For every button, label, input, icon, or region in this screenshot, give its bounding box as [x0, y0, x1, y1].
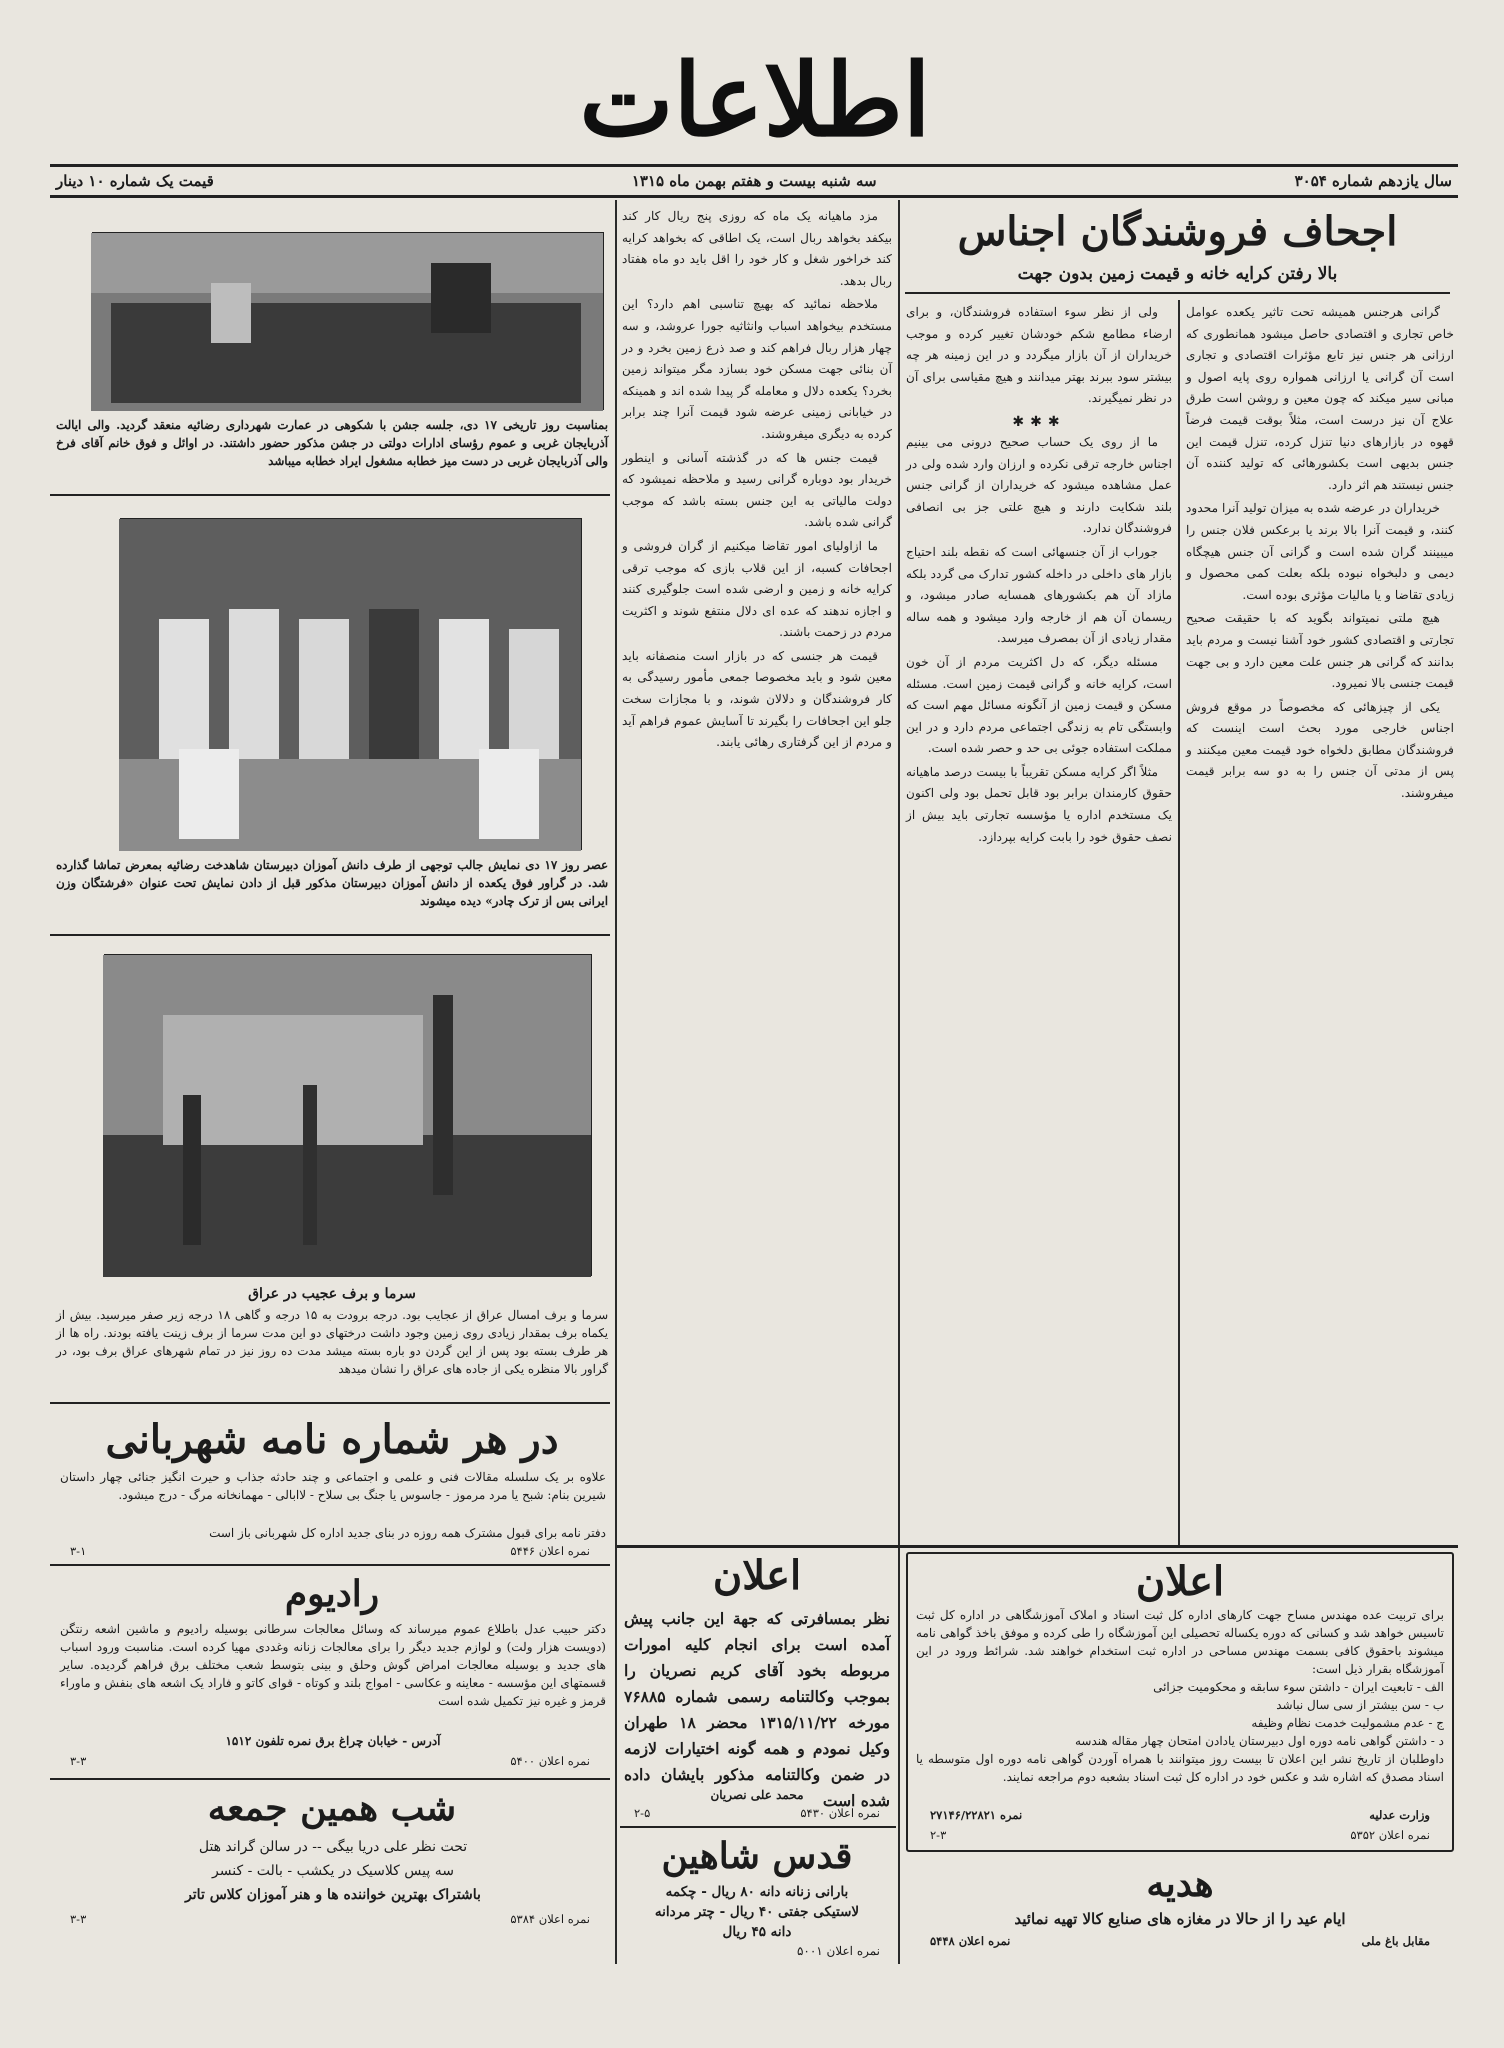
ad-elan2-body: برای تربیت عده مهندس مساح جهت کارهای اداره کل ثبت اسناد و املاک آموزشگاهی در اداره کل ثبت تاسیس خواهد شد و کسانی که دوره یکساله تحصیلی این آموزشگاه را طی کرده و موفق باخذ گواهی نامه میشوند باحقوق کافی بسمت مهندس مساحی در اداره ثبت استخدام خواهند شد. شرائط ورود در این آموزشگاه بقرار ذیل است: [916, 1608, 1444, 1676]
column-rule-2 [1178, 300, 1180, 1545]
ad-elan2-series: ۲-۳ [930, 1828, 947, 1842]
column-rule-1 [898, 200, 900, 1545]
ad-shab-line1: تحت نظر علی دریا بیگی -- در سالن گراند هتل [198, 1839, 468, 1855]
ad-elan2-tail: داوطلبان از تاریخ نشر این اعلان تا بیست روز میتوانند با همراه آوردن گواهی نامه دوره اول متوسطه یا اسناد مصدق که اشاره شد و عکس خود در اداره کل ثبت اسناد بشعبه دوم مراجعه نمایند. [916, 1752, 1444, 1784]
ad-elan1-series: ۲-۵ [634, 1806, 651, 1820]
ad-elan2-title: اعلان [1135, 1558, 1225, 1605]
article-paragraph: ولی از نظر سوء استفاده فروشندگان، و برای ارضاء مطامع شکم خودشان تغییر کرده و موجب خریداران از آن بازار میگردد و در این زمینه هر چه بیشتر سود ببرند بهتر میدانند و هیچ مقیاسی برای آن در نظر نمیگیرند. [906, 305, 1172, 406]
ad-radio-address: آدرس - خیابان چراغ برق نمره تلفون ۱۵۱۲ [225, 1734, 441, 1748]
article-paragraph: جوراب از آن جنسهائی است که نقطه بلند احتیاج بازار های داخلی در داخله کشور تدارک می گردد بلکه مازاد آن هم بکشورهای همسایه صادر میشود، و ریسمان آن هم از خارجه وارد میشود و همه ساله مقدار زیادی از آن بمصرف میرسد. [906, 544, 1172, 646]
ad-elan1-title: اعلان [712, 1552, 802, 1599]
article-paragraph: قیمت هر جنسی که در بازار است منصفانه باید معین شود و باید مخصوصا جمعی مأمور رسیدگی به کار فروشندگان و دلالان شوند، و با مجازات سخت جلو این اجحافات را بگیرند تا آسایش عموم فراهم آید و مردم از این گرفتاری رهائی یابند. [622, 648, 892, 750]
ad-elan2-ministry: وزارت عدلیه [1369, 1808, 1430, 1822]
photo-snow [104, 954, 592, 1276]
ad-rule-2 [50, 1778, 610, 1780]
ad-elan2-footer [930, 1826, 1430, 1844]
ad-radio-number: نمره اعلان ۵۴۰۰ [510, 1754, 590, 1768]
ad-shahrbani-footer [70, 1542, 590, 1560]
ad-shab-line3: باشتراک بهترین خواننده ها و هنر آموزان کلاس تاتر [185, 1887, 481, 1903]
ad-elan2-number: نمره اعلان ۵۳۵۲ [1350, 1828, 1430, 1842]
masthead-title: اطلاعات [579, 41, 931, 159]
article-column-3 [622, 206, 892, 1542]
article-paragraph: یکی از چیزهائی که مخصوصاً در موقع فروش اجناس خارجی مورد بحث است اینست که فروشندگان مطابق دلخواه خود قیمت معین میکنند و پس از مدتی آن جنس را به دو سه برابر قیمت میفروشند. [1186, 699, 1454, 801]
ad-elan1-signature: محمد علی نصریان [710, 1788, 804, 1802]
headline-rule [905, 292, 1450, 294]
article-paragraph: مثلاً اگر کرایه مسکن تقریباً با بیست درصد ماهیانه حقوق کارمندان برابر بود قابل تحمل بود ولی اکنون یک مستخدم اداره یا مؤسسه تجارتی باید بیش از نصف حقوق خود را بابت کرایه بپردازد. [906, 764, 1172, 844]
photo-students-caption: عصر روز ۱۷ دی نمایش جالب توجهی از طرف دانش آموزان دبیرستان شاهدخت رضائیه بمعرض تماشا گذارده شد. در گراور فوق یکعده از دانش آموزان دبیرستان مذکور قبل از دادن نمایش تحت عنوان «فرشتگان وزن ایرانی بس از ترک چادر» دیده میشوند [56, 858, 608, 908]
issue-number: سال یازدهم شماره ۳۰۵۴ [1294, 172, 1452, 190]
photo-students-image [119, 519, 581, 851]
article-paragraph: گرانی هرجنس همیشه تحت تاثیر یکعده عوامل خاص تجاری و اقتصادی حاصل میشود همانطوری که ارزانی هر جنس نیز تابع مؤثرات اقتصادی و تجاری است آن گرانی یا ارزانی همواره روی پایه اصول و مبانی سیر میکند که چون معین و روشن است طرق علاج آن نیز درست است، مثلاً بوقت قیمت فرضاً قهوه در بازارهای دنیا تنزل کرده، تنزل قیمت این جنس بدیهی است بکشورهائی که تولید کننده آن جنس نیستند هم اثر دارد. [1186, 305, 1454, 492]
ads-separator [615, 1545, 1458, 1548]
ad-elan2-phone: نمره ۲۷۱۴۶/۲۲۸۲۱ [930, 1808, 1023, 1822]
photo-rule-2 [50, 934, 610, 936]
ad-shab-series: ۳-۳ [70, 1912, 87, 1926]
ad-elan1-body: نظر بمسافرتی که جهة این جانب پیش آمده است برای انجام کلیه امورات مربوطه بخود آقای کریم نصریان را بموجب وکالتنامه رسمی شماره ۷۶۸۸۵ مورخه ۱۳۱۵/۱۱/۲۲ محضر ۱۸ طهران وکیل نمودم و همه گونه اختیارات لازمه در ضمن وکالتنامه مذکور بایشان داده شده است [624, 1609, 890, 1810]
photo-snow-image [103, 955, 591, 1277]
ad-hediyeh-address: مقابل باغ ملی [1361, 1934, 1430, 1948]
ad-rule-1 [50, 1564, 610, 1566]
ad-elan2-condition: د - داشتن گواهی نامه دوره اول دبیرستان یادادن امتحان چهار مقاله هندسه [1074, 1734, 1444, 1748]
article-paragraph: خریداران در عرضه شده به میزان تولید آنرا محدود کنند، و قیمت آنرا بالا برند یا برعکس فلان جنس را میبینند گران شده است و گرانی آن جنس هیچگاه دیمی و دلبخواه نبوده بلکه بعلت کمی محصول و زیادی تقاضا و یا مالیات مؤثری بوده است. [1186, 501, 1454, 602]
masthead-rule-bottom [50, 195, 1458, 198]
photo-ceremony-caption: بمناسبت روز تاریخی ۱۷ دی، جلسه جشن با شکوهی در عمارت شهرداری رضائیه منعقد گردید. والی ایالت آذربایجان غربی و عموم رؤسای ادارات دولتی در جشن مذکور حضور داشتند. در اوائل و فوق خانم آقای فرخ والی آذربایجان غربی در دست میز خطابه مشغول ایراد خطابه میباشد [56, 418, 608, 468]
photo-snow-caption: سرما و برف امسال عراق از عجایب بود. درجه برودت به ۱۵ درجه و گاهی ۱۸ درجه زیر صفر میرسید. بیش از یکماه برف بمقدار زیادی روی زمین وجود داشت درختهای دو این مدت سرما از برف زینت یافته بودند. راه ها از هر طرف بسته بود پس از این گردن دو باره بسته میشد مدت ده روز نیز در تمام شهرهای عراق برف بود، در گراور بالا منظره یکی از جاده های عراق را نشان میدهد [56, 1308, 608, 1376]
article-paragraph: هیچ ملتی نمیتواند بگوید که با حقیقت صحیح تجارتی و اقتصادی کشور خود آشنا نیست و مردم باید بدانند که گرانی هر جنس علت معین دارد و بی جهت قیمت جنسی بالا نمیرود. [1186, 611, 1454, 691]
ad-shab-footer [70, 1910, 590, 1928]
ad-elan1-footer [634, 1804, 880, 1822]
ad-shahrbani-note: دفتر نامه برای قبول مشترک همه روزه در بنای جدید اداره کل شهربانی باز است [209, 1526, 606, 1540]
article-column-1 [1186, 302, 1454, 1542]
ads-column-rule-1 [615, 1404, 617, 1964]
article-paragraph: ملاحظه نمائید که بهیچ تناسبی اهم دارد؟ این مستخدم بیخواهد اسباب وانثاثیه جورا عروشد، و سه چهار هزار ربال فراهم کند و صد ذرع زمین بخرد و در آن بنائی جهت مسکن خود بسازد مگر میتواند زمین بخرد؟ یکعده دلال و معامله گر پیدا شده اند و همینکه در خیابانی زمینی عرضه شود قیمت آنرا چند برابر کرده به دیگری میفروشند. [622, 297, 892, 441]
ad-rule-3 [620, 1826, 896, 1828]
ad-hediyeh-footer [930, 1932, 1430, 1952]
ad-radio-title: رادیوم [284, 1573, 380, 1615]
photo-rule-3 [50, 1402, 610, 1404]
article-paragraph: قیمت جنس ها که در گذشته آسانی و اینطور خریدار بود دوباره گرانی رسید و ملاحظه نمیشود که دولت مالیاتی به این جنس بسته باشد که موجب گرانی شده باشد. [622, 450, 892, 530]
ad-ghods-title: قدس شاهین [661, 1835, 853, 1877]
ad-shahrbani-title: در هر شماره نامه شهربانی [105, 1416, 559, 1463]
ad-shab-line2: سه پیس کلاسیک در یکشب - بالت - کنسر [212, 1863, 454, 1879]
ad-ghods-line2: لاستیکی جفتی ۴۰ ریال - چتر مردانه [654, 1904, 860, 1920]
ad-shahrbani-series: ۳-۱ [70, 1544, 87, 1558]
ad-radio-series: ۳-۳ [70, 1754, 87, 1768]
ad-hediyeh-body: ایام عید را از حالا در مغازه های صنایع کالا تهیه نمائید [1014, 1910, 1346, 1928]
masthead-rule-top [50, 164, 1458, 167]
photo-rule-1 [50, 494, 610, 496]
ad-shab-title: شب همین جمعه [207, 1787, 457, 1829]
ad-hediyeh-number: نمره اعلان ۵۴۴۸ [930, 1934, 1011, 1948]
article-column-2 [906, 302, 1172, 1542]
section-stars: ✱✱✱ [1012, 413, 1066, 430]
photo-ceremony [92, 232, 604, 410]
ad-elan2-conditions [916, 1678, 1444, 1750]
masthead-bar [50, 168, 1458, 194]
issue-date: سه شنبه بیست و هفتم بهمن ماه ۱۳۱۵ [631, 172, 877, 190]
ad-elan1-number: نمره اعلان ۵۴۳۰ [800, 1806, 880, 1820]
ad-elan2-condition: الف - تابعیت ایران - داشتن سوء سابقه و محکومیت جزائی [1153, 1680, 1444, 1694]
photo-snow-title: سرما و برف عجیب در عراق [248, 1286, 416, 1302]
ad-elan2-condition: ج - عدم مشمولیت خدمت نظام وظیفه [1251, 1716, 1444, 1730]
article-paragraph: مسئله دیگر، که دل اکثریت مردم از آن خون است، کرایه خانه و گرانی قیمت زمین است. مسئله مسکن و قیمت زمین از آنگونه مسائل مهم است که وابستگی تام به زندگی اجتماعی مردم دارد و در این مملکت استفاده جوئی بی حد و حصر شده است. [906, 654, 1172, 756]
ad-elan2-sign-row [930, 1806, 1430, 1824]
column-rule-3 [615, 200, 617, 1545]
photo-students [120, 518, 582, 850]
article-paragraph: ما از روی یک حساب صحیح درونی می بینیم اجناس خارجه ترقی نکرده و ارزان وارد شده ولی در عمل مشاهده میشود که خریداران از گرانی جنس بلند شکایت دارند و هیچ علتی جز بی انصافی فروشندگان ندارد. [906, 434, 1172, 536]
article-paragraph: مزد ماهیانه یک ماه که روزی پنج ریال کار کند بیکفد بخواهد ربال است، یک اطاقی که بخواهد کرایه کند خراخور شغل و کار خود را اقل باید دو ماه هفتاد ربال بدهد. [622, 209, 892, 288]
ad-radio-body: دکتر حبیب عدل باطلاع عموم میرساند که وسائل معالجات سرطانی بوسیله رادیوم و ماشین اشعه رنتگن (دویست هزار ولت) و لوازم جدید دیگر را برای معالجات زنانه وغددی مهیا کرده است. مناسبت ورود اسباب های جدید و بوسیله معالجات امراض گوش وحلق و بینی بتوسط شعب مختلف برق فراهم گردیده. سایر قسمتهای این مؤسسه - معاینه و عکاسی - امواج بلند و کوتاه - قوای کاتو و فاراد یک اشعه های بنفش و ماوراء قرمز و غیره نیز تکمیل شده است [60, 1622, 606, 1708]
article-paragraph: ما ازاولیای امور تقاضا میکنیم از گران فروشی و اجحافات کسبه، از این قلاب بازی که موجب ترقی کرایه خانه و زمین و ارضی شده است جلوگیری کنند و اجازه ندهند که عده ای دلال منتفع شوند و اکثریت مردم در زحمت باشند. [622, 538, 892, 640]
ad-hediyeh-title: هدیه [1146, 1863, 1214, 1905]
issue-price: قیمت یک شماره ۱۰ دینار [56, 172, 214, 190]
ad-elan2-condition: ب - سن بیشتر از سی سال نباشد [1276, 1698, 1444, 1712]
ads-column-rule-2 [898, 1548, 900, 1964]
photo-ceremony-image [91, 233, 603, 411]
ad-radio-footer [70, 1752, 590, 1770]
ad-shahrbani-number: نمره اعلان ۵۴۴۶ [510, 1544, 590, 1558]
ad-ghods-line1: بارانی زنانه دانه ۸۰ ریال - چکمه [665, 1884, 849, 1900]
ad-shab-number: نمره اعلان ۵۳۸۴ [510, 1912, 590, 1926]
ad-shahrbani-body: علاوه بر یک سلسله مقالات فنی و علمی و اجتماعی و چند حادثه جذاب و حیرت انگیز جنائی چهار داستان شیرین بنام: شبح یا مرد مرموز - جاسوس یا جنگ بی سلاح - لاابالی - مهمانخانه مرگ - درج میشود. [60, 1470, 606, 1502]
main-subhead: بالا رفتن کرایه خانه و قیمت زمین بدون جهت [1017, 264, 1338, 284]
ad-ghods-line3: دانه ۴۵ ریال [722, 1924, 792, 1940]
ad-ghods-number: نمره اعلان ۵۰۰۱ [796, 1944, 880, 1958]
main-headline: اجحاف فروشندگان اجناس [957, 208, 1398, 255]
